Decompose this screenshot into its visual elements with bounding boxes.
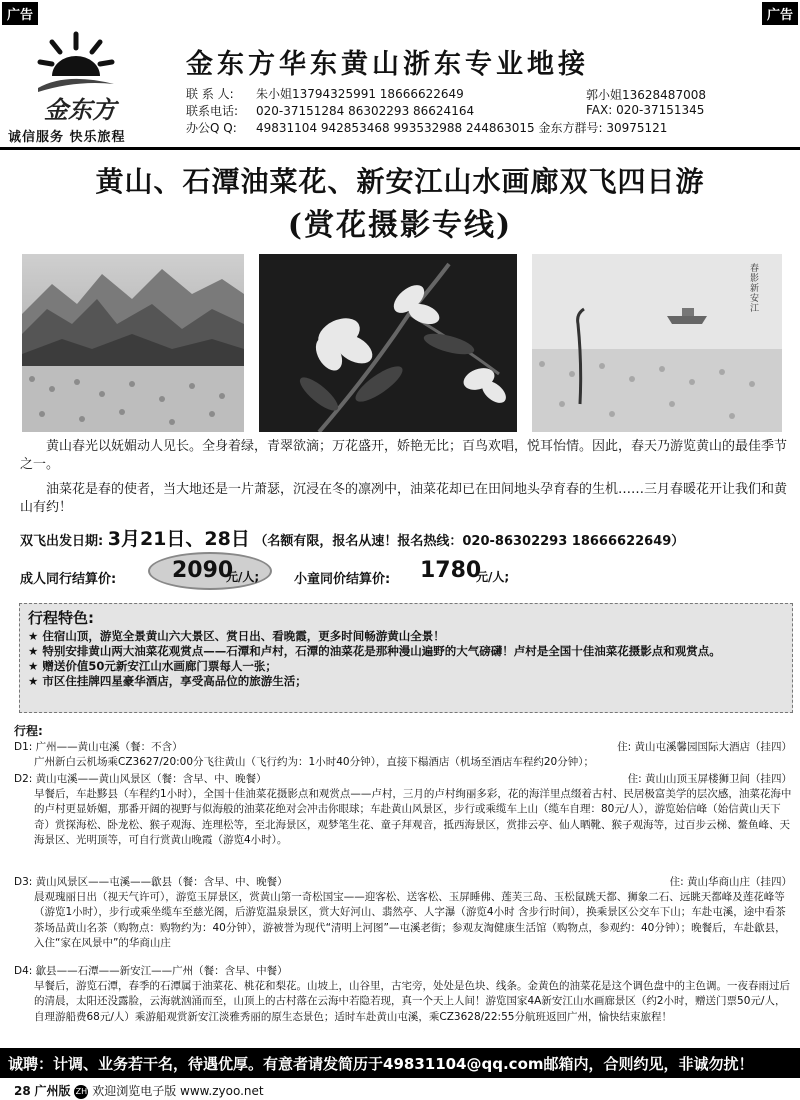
page-footer: [14, 1082, 264, 1099]
contact-value: 朱小姐13794325991 18666622649: [256, 87, 464, 101]
qq-label: 办公Q Q:: [186, 121, 237, 135]
ad-label-left: 广告: [2, 2, 38, 25]
footer-url[interactable]: www.zyoo.net: [180, 1084, 264, 1098]
day-body: 晨观瑰丽日出（视天气许可），游览玉屏景区，赏黄山第一奇松国宝——迎客松、送客松、玉屏睡佛、莲芙三岛、玉松鼠跳天都、狮象二石、远眺天都峰及莲花峰等（游览1小时），步行或乘坐缆车至慈光阁，后游览温泉景区，赏大好河山、翡然亭、人字瀑（游览4小时 含步行时间），换乘景区公交车下山；车赴屯溪，途中看茶茶场品黄山名茶（购物点：购物约为：40分钟），游被誉为现代“清明上河图”—屯溪老街；参观友淘健康生活馆（购物点，参观约：40分钟）；晚餐后，车赴歙县，入住“家在风景中”的华商山庄: [34, 891, 786, 949]
day-hotel: 住: 黄山屯溪馨园国际大酒店（挂四）: [617, 741, 792, 753]
itinerary-day-2: [14, 772, 792, 848]
feature-item: ★ 市区住挂牌四星豪华酒店，享受高品位的旅游生活；: [28, 674, 307, 688]
departure-note: （名额有限，报名从速！报名热线：020-86302293 18666622649）: [254, 534, 685, 549]
day-label: D1: 广州——黄山屯溪（餐：不含）: [14, 741, 183, 753]
contact-2: 郭小姐13628487008: [586, 88, 706, 102]
day-label: D2: 黄山屯溪——黄山风景区（餐：含早、中、晚餐）: [14, 773, 267, 785]
adult-price-value: 2090: [172, 558, 234, 583]
features-box: [19, 603, 793, 713]
field-calligraphy: 春影新安江: [750, 264, 760, 314]
sun-logo-icon: [36, 28, 116, 98]
itinerary-day-3: [14, 875, 792, 951]
adult-price-unit: 元/人;: [226, 570, 260, 584]
slogan: 诚信服务 快乐旅程: [8, 130, 126, 145]
intro-paragraph-2: 油菜花是春的使者，当大地还是一片萧瑟，沉浸在冬的凛冽中，油菜花却已在田间地头孕育春的生机……三月春暖花开让我们和黄山有约！: [20, 482, 788, 515]
departure-date-value: 3月21日、28日: [107, 528, 250, 550]
child-price-value: 1780: [420, 558, 482, 583]
day-label: D4: 歙县——石潭——新安江——广州（餐：含早、中餐）: [14, 965, 288, 977]
departure-dates: [20, 524, 684, 551]
photo-azalea-flower: [259, 254, 517, 432]
divider: [0, 147, 800, 150]
footer-text: 欢迎浏览电子版: [92, 1084, 177, 1098]
itinerary-day-1: [14, 740, 792, 770]
phone-value: 020-37151284 86302293 86624164: [256, 104, 475, 118]
feature-item: ★ 特别安排黄山两大油菜花观赏点——石潭和卢村，石潭的油菜花是那种漫山遍野的大气磅礴！卢村是全国十佳油菜花摄影点和观赏点。: [28, 644, 721, 658]
price-row: [20, 558, 790, 590]
itinerary-day-4: [14, 964, 792, 1025]
contact-label: 联 系 人:: [186, 87, 234, 101]
ad-label-right: 广告: [762, 2, 798, 25]
photo-mountain-rapeseed: [22, 254, 244, 432]
day-hotel: 住: 黄山华商山庄（挂四）: [669, 876, 792, 888]
feature-item: ★ 赠送价值50元新安江山水画廊门票每人一张；: [28, 659, 277, 673]
qq-value: 49831104 942853468 993532988 244863015 金东方群号: 30975121: [256, 121, 668, 135]
departure-label: 双飞出发日期:: [20, 534, 104, 549]
company-logo: [6, 28, 176, 145]
brand-badge-icon: ZH: [74, 1085, 88, 1099]
adult-price-label: 成人同行结算价:: [20, 572, 117, 587]
agency-header: [0, 22, 800, 147]
day-label: D3: 黄山风景区——屯溪——歙县（餐：含早、中、晚餐）: [14, 876, 288, 888]
logo-text: 金东方: [44, 95, 116, 124]
itinerary-heading: 行程:: [14, 724, 43, 738]
company-name: 金东方华东黄山浙东专业地接: [186, 49, 589, 80]
recruitment-banner: 诚聘：计调、业务若干名，待遇优厚。有意者请发简历于49831104@qq.com邮箱内，合则约见，非诚勿扰！: [0, 1048, 800, 1078]
day-hotel: 住: 黄山山顶玉屏楼狮卫间（挂四）: [627, 773, 792, 785]
tour-title: 黄山、石潭油菜花、新安江山水画廊双飞四日游: [95, 165, 705, 198]
tour-subtitle: (赏花摄影专线): [287, 208, 513, 243]
child-price-unit: 元/人;: [476, 570, 510, 584]
child-price-label: 小童同价结算价:: [294, 572, 391, 587]
feature-item: ★ 住宿山顶，游览全景黄山六大景区、赏日出、看晚霞，更多时间畅游黄山全景！: [28, 629, 445, 643]
day-body: 早餐后，车赴黟县（车程约1小时），全国十佳油菜花摄影点和观赏点——卢村，三月的卢村绚丽多彩，花的海洋里点缀着古村、民居极富美学的层次感，油菜花海中的卢村更显娇媚，那番开阔的视野与似海般的油菜花绝对会冲击你眼球；车赴黄山风景区，步行或乘缆车上山（缆车自理：80元/人），游览始信峰（始信黄山天下奇）赏探海松、卧龙松、猴子观海、连理松等，至北海景区，观梦笔生花、童子拜观音，抵西海景区，赏排云亭、仙人晒靴、猴子观海等，过百步云梯、鳌鱼峰、天海景区、光明顶等，可自行赏黄山晚霞（游览4小时）。: [34, 788, 792, 846]
fax: FAX: 020-37151345: [586, 103, 705, 117]
day-body: 广州新白云机场乘CZ3627/20:00分飞往黄山（飞行约为：1小时40分钟），直接下榻酒店（机场至酒店车程约20分钟）；: [34, 756, 594, 769]
edition: 广州版: [34, 1084, 71, 1098]
phone-label: 联系电话:: [186, 104, 239, 118]
photo-misty-field: [532, 254, 782, 432]
features-title: 行程特色:: [28, 609, 94, 627]
page-number: 28: [14, 1084, 31, 1098]
day-body: 早餐后，游览石潭，春季的石潭属于油菜花、桃花和梨花。山坡上，山谷里，古宅旁，处处是色块、线条。金黄色的油菜花是这个调色盘中的主色调。一夜春雨过后的清晨，太阳还没露脸，云海就汹涌而至，山顶上的古村落在云海中若隐若现，真一个天上人间！游览国家4A新安江山水画廊景区（约2小时，赠送门票50元/人，自理游船费68元/人）乘游船观赏新安江淡雅秀丽的原生态景色；适时车赴黄山屯溪，乘CZ3628/22:55分航班返回广州，愉快结束旅程！: [34, 980, 790, 1023]
intro-paragraph-1: 黄山春光以妩媚动人见长。全身着绿，青翠欲滴；万花盛开，娇艳无比；百鸟欢唱，悦耳怡情。因此，春天乃游览黄山的最佳季节之一。: [20, 439, 788, 472]
